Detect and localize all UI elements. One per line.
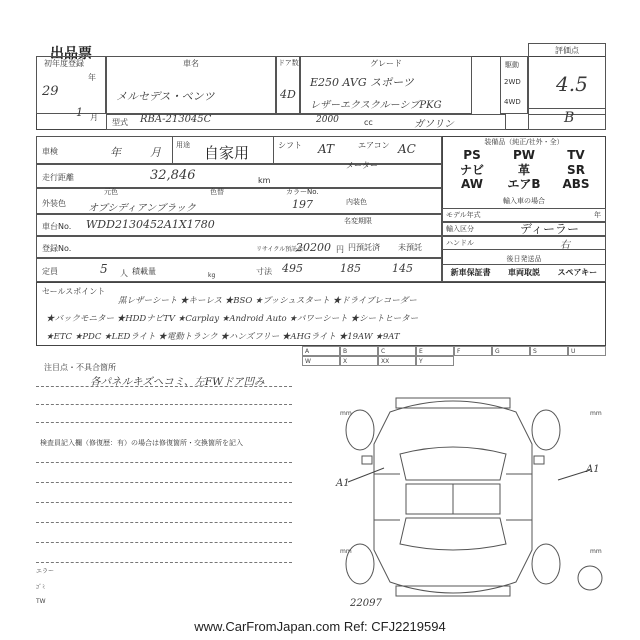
doc-item: スペアキー bbox=[557, 268, 598, 277]
equipment-item: 革 bbox=[517, 162, 530, 177]
shift-label: シフト bbox=[278, 141, 302, 150]
fuel-value: ガソリン bbox=[414, 119, 454, 130]
note-line bbox=[36, 386, 292, 387]
score-value: 4.5 bbox=[556, 72, 588, 96]
inspector-line bbox=[36, 542, 292, 543]
capacity-row bbox=[36, 258, 442, 282]
inspector-line bbox=[36, 522, 292, 523]
drive-2wd: 2WD bbox=[504, 78, 521, 86]
color-int-label: 内装色 bbox=[346, 198, 367, 206]
interior-grade-value: B bbox=[564, 110, 575, 126]
sales-line2: ★バックモニター ★HDDナビTV ★Carplay ★Android Auto ★パワーシート ★シートヒーター bbox=[46, 314, 419, 324]
recycle-label: リサイクル預託金 bbox=[256, 246, 304, 253]
color-change-label: 色替 bbox=[210, 188, 224, 196]
first-reg-month: 1 bbox=[76, 106, 83, 119]
shaken-year: 年 bbox=[110, 146, 121, 159]
equipment-item: ABS bbox=[562, 177, 590, 191]
legend-symbol: E bbox=[416, 346, 454, 356]
usage-label: 用途 bbox=[176, 141, 190, 149]
shift-value: AT bbox=[318, 142, 335, 156]
car-name-value: メルセデス・ベンツ bbox=[116, 90, 215, 103]
diagram-stamp: 22097 bbox=[350, 598, 382, 609]
car-name-label: 車名 bbox=[183, 59, 199, 68]
legend-symbol: Y bbox=[416, 356, 454, 366]
legend-symbol: C bbox=[378, 346, 416, 356]
drive-label: 駆動 bbox=[505, 61, 519, 69]
model-year-label: モデル年式 bbox=[446, 211, 481, 219]
shaken-label: 車検 bbox=[42, 147, 58, 156]
reg-label: 登録No. bbox=[42, 244, 72, 253]
capacity-label: 定員 bbox=[42, 267, 58, 276]
legend-symbol: G bbox=[492, 346, 530, 356]
dims-height: 145 bbox=[392, 262, 413, 275]
inspector-line bbox=[36, 462, 292, 463]
equipment-item: エアB bbox=[507, 177, 541, 191]
first-reg-year: 29 bbox=[42, 84, 59, 99]
first-reg-month-unit: 月 bbox=[90, 113, 98, 122]
import-type-value: ディーラー bbox=[520, 222, 580, 236]
damage-legend bbox=[302, 346, 606, 368]
note-line bbox=[36, 422, 292, 423]
equipment-item: TV bbox=[567, 148, 585, 162]
notes-line1: 各パネルキズヘコミ、左FWドア凹み bbox=[90, 376, 265, 388]
dims-length: 495 bbox=[282, 262, 303, 275]
footer-item-1: エラー bbox=[36, 568, 55, 575]
legend-symbol: XX bbox=[378, 356, 416, 366]
recycle-value: 20200 bbox=[296, 241, 331, 254]
model-year-unit: 年 bbox=[594, 211, 601, 219]
sales-line1: 黒レザーシート ★キーレス ★BSO ★プッシュスタート ★ドライブレコーダー bbox=[118, 296, 417, 306]
displacement-unit: cc bbox=[364, 118, 373, 127]
docs-items bbox=[444, 266, 604, 280]
load-unit: kg bbox=[208, 272, 216, 279]
legend-symbol: U bbox=[568, 346, 606, 356]
not-deposited-label: 未預託 bbox=[398, 243, 422, 252]
legend-symbol: S bbox=[530, 346, 568, 356]
doors-label: ドア数 bbox=[278, 59, 299, 67]
diagram-unit-tl: mm bbox=[340, 410, 352, 417]
chassis-label: 車台No. bbox=[42, 222, 72, 231]
legend-symbol: W bbox=[302, 356, 340, 366]
equipment-item: SR bbox=[567, 162, 585, 177]
inspector-line bbox=[36, 562, 292, 563]
diagram-unit-bl: mm bbox=[340, 548, 352, 555]
import-type-label: 輸入区分 bbox=[446, 225, 474, 233]
equipment-item: AW bbox=[461, 177, 483, 191]
legend-symbol: A bbox=[302, 346, 340, 356]
displacement-value: 2000 bbox=[316, 115, 339, 125]
color-code-label: カラーNo. bbox=[286, 188, 319, 196]
grade-label: グレード bbox=[370, 59, 402, 68]
inspector-line bbox=[36, 502, 292, 503]
load-label: 積載量 bbox=[132, 267, 156, 276]
drive-4wd: 4WD bbox=[504, 98, 521, 106]
first-reg-label: 初年度登録 bbox=[44, 59, 84, 68]
capacity-unit: 人 bbox=[120, 269, 128, 278]
document-title: 出品票 bbox=[50, 46, 92, 62]
chassis-value: WDD2130452A1X1780 bbox=[86, 218, 215, 231]
grade-line2: レザーエクスクルーシブPKG bbox=[310, 100, 442, 111]
source-watermark: www.CarFromJapan.com Ref: CFJ2219594 bbox=[194, 619, 446, 634]
name-change-label: 名変期限 bbox=[344, 217, 372, 225]
inspector-line bbox=[36, 482, 292, 483]
color-code-value: 197 bbox=[292, 198, 313, 211]
color-ext-label: 外装色 bbox=[42, 199, 66, 208]
meter-label: メーター bbox=[346, 161, 378, 170]
diagram-unit-br: mm bbox=[590, 548, 602, 555]
legend-symbol: X bbox=[340, 356, 378, 366]
usage-value: 自家用 bbox=[204, 144, 250, 162]
note-line bbox=[36, 404, 292, 405]
color-orig-label: 元色 bbox=[104, 188, 118, 196]
dims-width: 185 bbox=[340, 262, 361, 275]
diagram-unit-tr: mm bbox=[590, 410, 602, 417]
handle-value: 右 bbox=[560, 240, 570, 251]
damage-mark-right: A1 bbox=[586, 464, 600, 475]
color-value: オブシディアンブラック bbox=[88, 203, 196, 214]
sales-line3: ★ETC ★PDC ★LEDライト ★電動トランク ★ハンズフリー ★AHGライト ★19AW ★9AT bbox=[46, 332, 400, 342]
deposited-label: 円預託済 bbox=[348, 243, 380, 252]
mileage-unit: km bbox=[258, 176, 271, 185]
registration-row bbox=[36, 236, 442, 258]
docs-title: 後日発送品 bbox=[506, 255, 542, 263]
footer-item-2: ｺﾞﾐ bbox=[36, 584, 46, 591]
recycle-unit: 円 bbox=[336, 245, 344, 254]
legend-symbol: B bbox=[340, 346, 378, 356]
damage-mark-left: A1 bbox=[336, 478, 350, 489]
equipment-title: 装備品（純正/社外・全） bbox=[484, 138, 564, 146]
doc-item: 車両取説 bbox=[507, 268, 540, 277]
equipment-item: PW bbox=[512, 148, 536, 162]
dims-label: 寸法 bbox=[256, 267, 272, 276]
ac-value: AC bbox=[398, 142, 416, 156]
doors-value: 4D bbox=[280, 88, 296, 101]
score-label: 評価点 bbox=[555, 46, 579, 55]
equipment-item: PS bbox=[463, 148, 481, 162]
model-value: RBA-213045C bbox=[140, 114, 212, 125]
doc-item: 新車保証書 bbox=[450, 268, 491, 277]
sales-title: セールスポイント bbox=[42, 287, 106, 296]
model-label: 型式 bbox=[112, 118, 128, 127]
inspector-title: 検査員記入欄（修復歴：有）の場合は修復箇所・交換箇所を記入 bbox=[40, 439, 243, 447]
first-reg-year-unit: 年 bbox=[88, 73, 96, 82]
handle-label: ハンドル bbox=[446, 239, 474, 247]
shaken-month: 月 bbox=[150, 146, 161, 159]
car-damage-diagram bbox=[300, 384, 606, 610]
import-title: 輸入車の場合 bbox=[503, 197, 545, 205]
notes-title: 注目点・不具合箇所 bbox=[44, 363, 116, 372]
mileage-label: 走行距離 bbox=[42, 173, 74, 182]
grade-line1: E250 AVG スポーツ bbox=[310, 76, 414, 89]
legend-symbol: F bbox=[454, 346, 492, 356]
footer-item-3: TW bbox=[36, 598, 46, 605]
capacity-value: 5 bbox=[100, 262, 108, 276]
equipment-item: ナビ bbox=[459, 162, 484, 177]
equipment-grid bbox=[446, 148, 602, 192]
ac-label: エアコン bbox=[358, 141, 390, 150]
mileage-value: 32,846 bbox=[150, 168, 196, 183]
